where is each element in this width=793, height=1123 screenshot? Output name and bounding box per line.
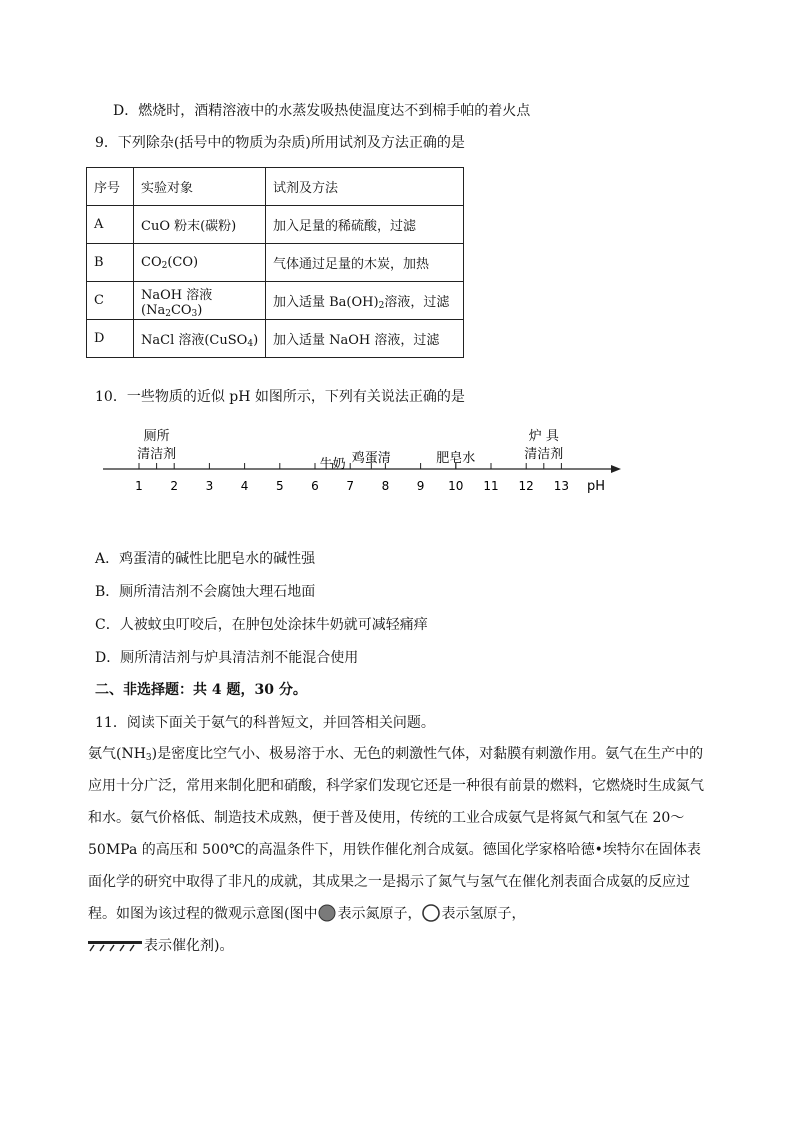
q11-stem: 11．阅读下面关于氨气的科普短文，并回答相关问题。 (95, 715, 435, 731)
row-id-cell: B (87, 244, 134, 282)
ph-tick-label: 12 (518, 479, 534, 493)
substance-label: 肥皂水 (436, 451, 476, 466)
ph-tick-label: 4 (240, 479, 249, 493)
ph-tick-label: 3 (205, 479, 214, 493)
table-row (87, 244, 464, 282)
ph-axis-unit: pH (587, 479, 606, 494)
table-header-cell: 实验对象 (134, 168, 266, 206)
ph-axis-arrow (611, 465, 621, 473)
table-header-cell: 序号 (87, 168, 134, 206)
substance-label: 清洁剂 (524, 447, 564, 462)
substance-label: 清洁剂 (137, 447, 177, 462)
row-id-cell: D (87, 320, 134, 358)
ph-tick-label: 1 (135, 479, 143, 493)
q9-stem: 9．下列除杂(括号中的物质为杂质)所用试剂及方法正确的是 (95, 135, 465, 151)
row-method-cell: 加入足量的稀硫酸，过滤 (266, 206, 464, 244)
passage-subscript: 3 (145, 753, 152, 763)
row-id-cell: C (87, 282, 134, 320)
ph-tick-label: 8 (381, 479, 390, 493)
ph-tick-label: 11 (483, 479, 499, 493)
row-id-cell: A (87, 206, 134, 244)
table-header-row (87, 168, 464, 206)
table-row (87, 206, 464, 244)
row-object-cell: NaOH 溶液$(Na_2CO_3)$ (134, 282, 266, 320)
table-row (87, 320, 464, 358)
ph-tick-label: 9 (416, 479, 425, 493)
row-object-cell: CuO 粉末(碳粉) (134, 206, 266, 244)
q10-option-b: B．厕所清洁剂不会腐蚀大理石地面 (95, 584, 316, 600)
q9-table (86, 167, 464, 358)
nitrogen-atom-icon (317, 904, 337, 922)
row-method-cell: 加入适量 $Ba(OH)_2$溶液，过滤 (266, 282, 464, 320)
q10-stem: 10．一些物质的近似 pH 如图所示，下列有关说法正确的是 (95, 389, 465, 405)
passage-hydrogen-legend: 表示氢原子， (441, 906, 526, 922)
substance-label: 厕所 (143, 429, 170, 444)
row-method-cell: 加入适量 NaOH 溶液，过滤 (266, 320, 464, 358)
hydrogen-atom-icon (421, 904, 441, 922)
ph-tick-label: 6 (311, 479, 319, 493)
row-object-cell: $CO_2(CO)$ (134, 244, 266, 282)
ph-tick-label: 10 (448, 479, 464, 493)
table-row (87, 282, 464, 320)
ph-tick-label: 13 (553, 479, 570, 493)
row-method-cell: 气体通过足量的木炭，加热 (266, 244, 464, 282)
passage-nitrogen-legend: 表示氮原子， (337, 906, 422, 922)
q10-option-d: D．厕所清洁剂与炉具清洁剂不能混合使用 (95, 650, 359, 666)
passage-catalyst-legend: 表示催化剂)。 (144, 938, 234, 954)
substance-label: 鸡蛋清 (351, 451, 391, 466)
passage-text-start: 氨气(NH (88, 746, 146, 762)
ph-tick-label: 7 (346, 479, 355, 493)
passage-text-body: )是密度比空气小、极易溶于水、无色的刺激性气体，对黏膜有刺激作用。氨气在生产中的应用十分广泛，常用来制化肥和硝酸，科学家们发现它还是一种很有前景的燃料，它燃烧时生成氮气和水。氨气价格低、制造技术成熟，便于普及使用，传统的工业合成氨气是将氮气和氢气在 20～50MPa 的高压和 500℃的高温条件下，用铁作催化剂合成氨。德国化学家格哈德•埃特尔在固体表面化学的研究中取得了非凡的成就，其成果之一是揭示了氮气与氢气在催化剂表面合成氨的反应过程。如图为该过程的微观示意图(图中 (88, 746, 704, 922)
substance-label: 炉 具 (528, 429, 559, 444)
substance-label: 牛奶 (319, 457, 346, 472)
section-2-heading: 二、非选择题：共 4 题，30 分。 (95, 682, 307, 698)
catalyst-icon (88, 938, 144, 952)
q10-option-a: A．鸡蛋清的碱性比肥皂水的碱性强 (95, 551, 316, 567)
row-object-cell: NaCl 溶液(CuSO$_4$) (134, 320, 266, 358)
ph-tick-label: 2 (170, 479, 179, 493)
q8-option-d: D．燃烧时，酒精溶液中的水蒸发吸热使温度达不到棉手帕的着火点 (113, 103, 531, 119)
ph-tick-label: 5 (275, 479, 284, 493)
ph-scale-diagram (0, 415, 793, 535)
q11-passage (88, 738, 708, 962)
table-header-cell: 试剂及方法 (266, 168, 464, 206)
q10-option-c: C．人被蚊虫叮咬后，在肿包处涂抹牛奶就可减轻痛痒 (95, 617, 428, 633)
